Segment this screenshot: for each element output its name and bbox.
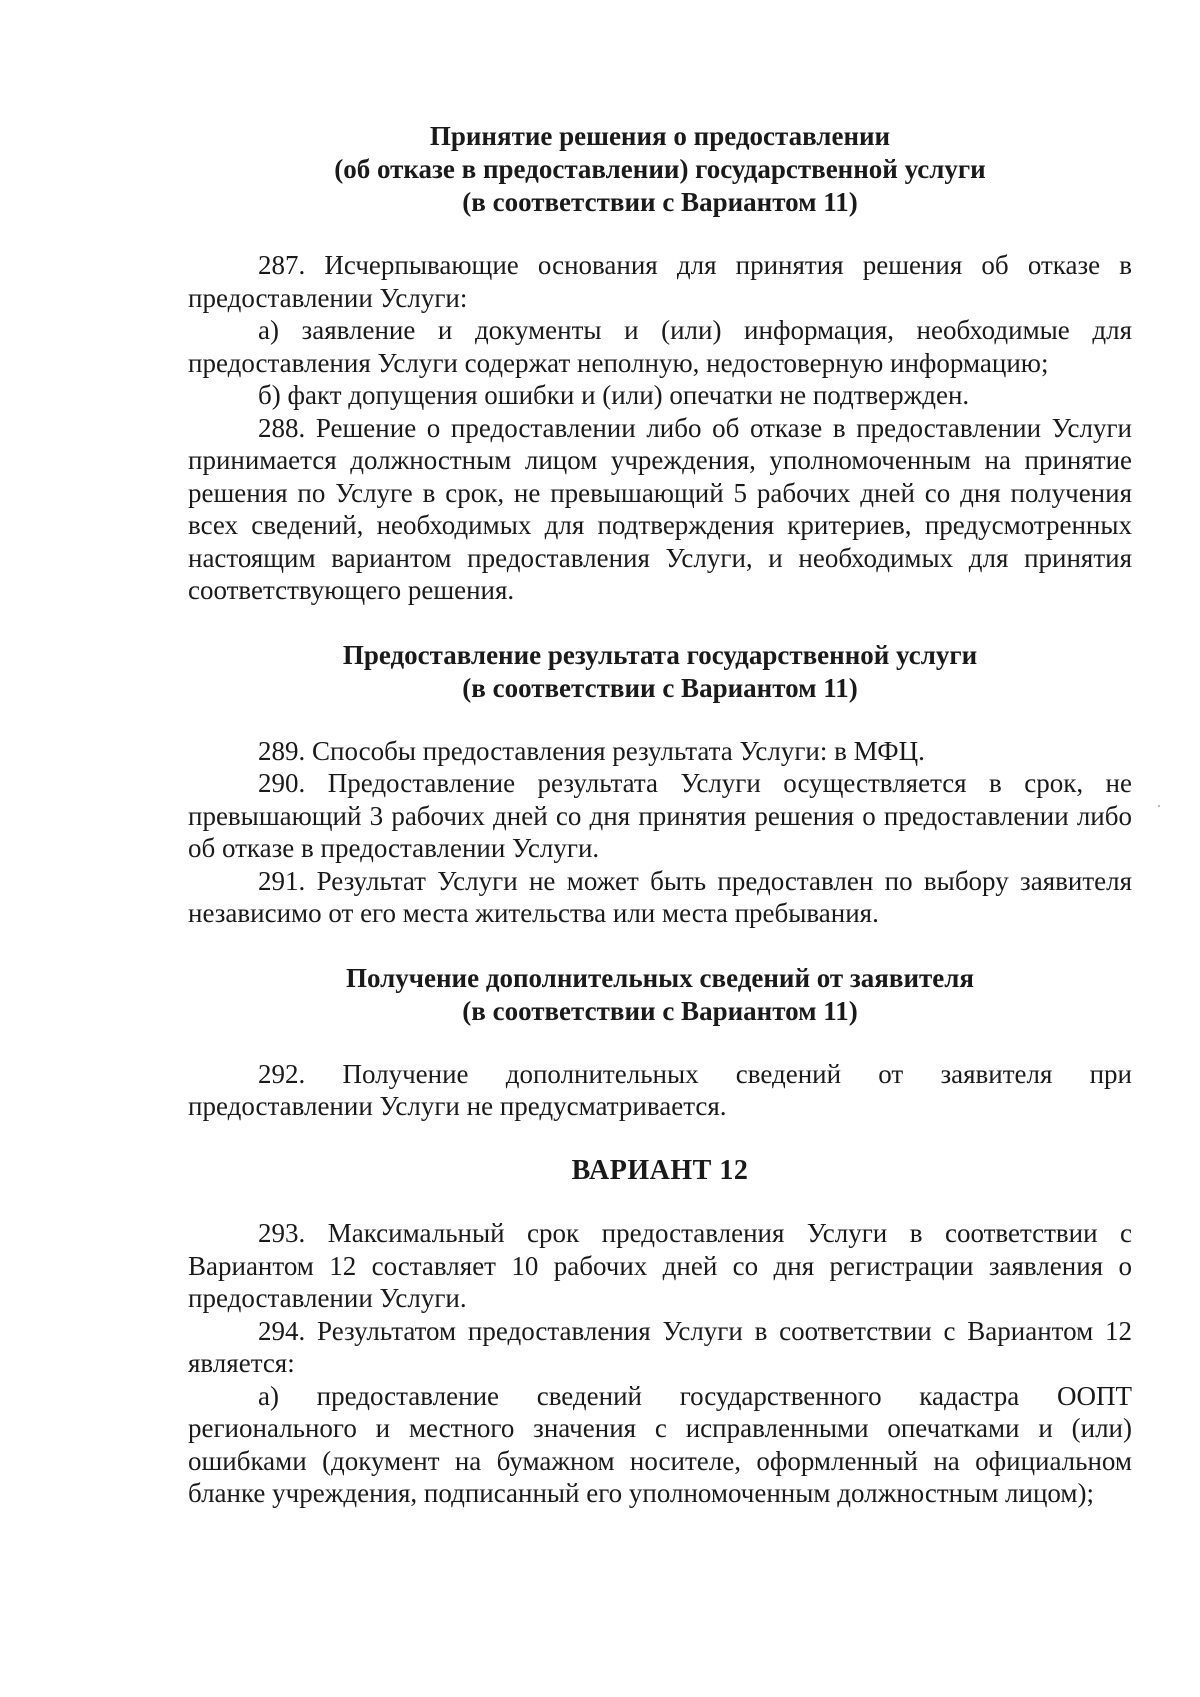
heading-line: (в соответствии с Вариантом 11) <box>462 672 858 703</box>
spacer <box>188 1187 1132 1217</box>
section-heading-result <box>188 639 1132 705</box>
paragraph-292: 292. Получение дополнительных сведений от заявителя при предоставлении Услуги не предусматривается. <box>188 1058 1132 1121</box>
paragraph-293: 293. Максимальный срок предоставления Услуги в соответствии с Вариантом 12 составляет 10 рабочих дней со дня регистрации заявления о предоставлении Услуги. <box>188 1218 1132 1313</box>
spacer <box>188 1028 1132 1058</box>
heading-line: Принятие решения о предоставлении <box>429 121 891 151</box>
paragraph-287-b: б) факт допущения ошибки и (или) опечатки не подтвержден. <box>258 380 970 410</box>
spacer <box>188 219 1132 249</box>
spacer <box>188 1123 1132 1155</box>
heading-line: Предоставление результата государственной услуги <box>342 639 978 670</box>
paragraph-291: 291. Результат Услуги не может быть предоставлен по выбору заявителя независимо от его места жительства или места пребывания. <box>188 865 1132 928</box>
paragraph-288: 288. Решение о предоставлении либо об отказе в предоставлении Услуги принимается должностным лицом учреждения, уполномоченным на принятие решения по Услуге в срок, не превышающий 5 рабочих дней со дня получения всех сведений, необходимых для подтверждения критериев, предусмотренных настоящим вариантом предоставления Услуги, и необходимых для принятия соответствующего решения. <box>188 412 1132 605</box>
section-heading-additional-info <box>188 962 1132 1028</box>
heading-line: (в соответствии с Вариантом 11) <box>462 995 858 1026</box>
spacer <box>188 930 1132 962</box>
paragraph-290: 290. Предоставление результата Услуги осуществляется в срок, не превышающий 3 рабочих дней со дня принятия решения о предоставлении либо об отказе в предоставлении Услуги. <box>188 768 1132 863</box>
heading-line: Получение дополнительных сведений от заявителя <box>345 962 975 993</box>
spacer <box>188 607 1132 639</box>
heading-line: (об отказе в предоставлении) государственной услуги <box>334 154 986 184</box>
section-heading-decision <box>188 120 1132 219</box>
paragraph-287: 287. Исчерпывающие основания для принятия решения об отказе в предоставлении Услуги: <box>188 250 1132 313</box>
heading-line: (в соответствии с Вариантом 11) <box>462 187 858 217</box>
spacer <box>188 705 1132 735</box>
paragraph-294-a: а) предоставление сведений государственного кадастра ООПТ регионального и местного значения с исправленными опечатками и (или) ошибками (документ на бумажном носителе, оформленный на официальном бланке учреждения, подписанный его уполномоченным должностным лицом); <box>188 1380 1132 1508</box>
paragraph-294: 294. Результатом предоставления Услуги в соответствии с Вариантом 12 является: <box>188 1315 1132 1378</box>
document-body <box>188 120 1132 1510</box>
scan-speck <box>1158 805 1160 807</box>
paragraph-287-a: а) заявление и документы и (или) информация, необходимые для предоставления Услуги содержат неполную, недостоверную информацию; <box>188 315 1132 378</box>
variant-12-title: ВАРИАНТ 12 <box>571 1154 749 1186</box>
paragraph-289: 289. Способы предоставления результата Услуги: в МФЦ. <box>258 735 925 766</box>
